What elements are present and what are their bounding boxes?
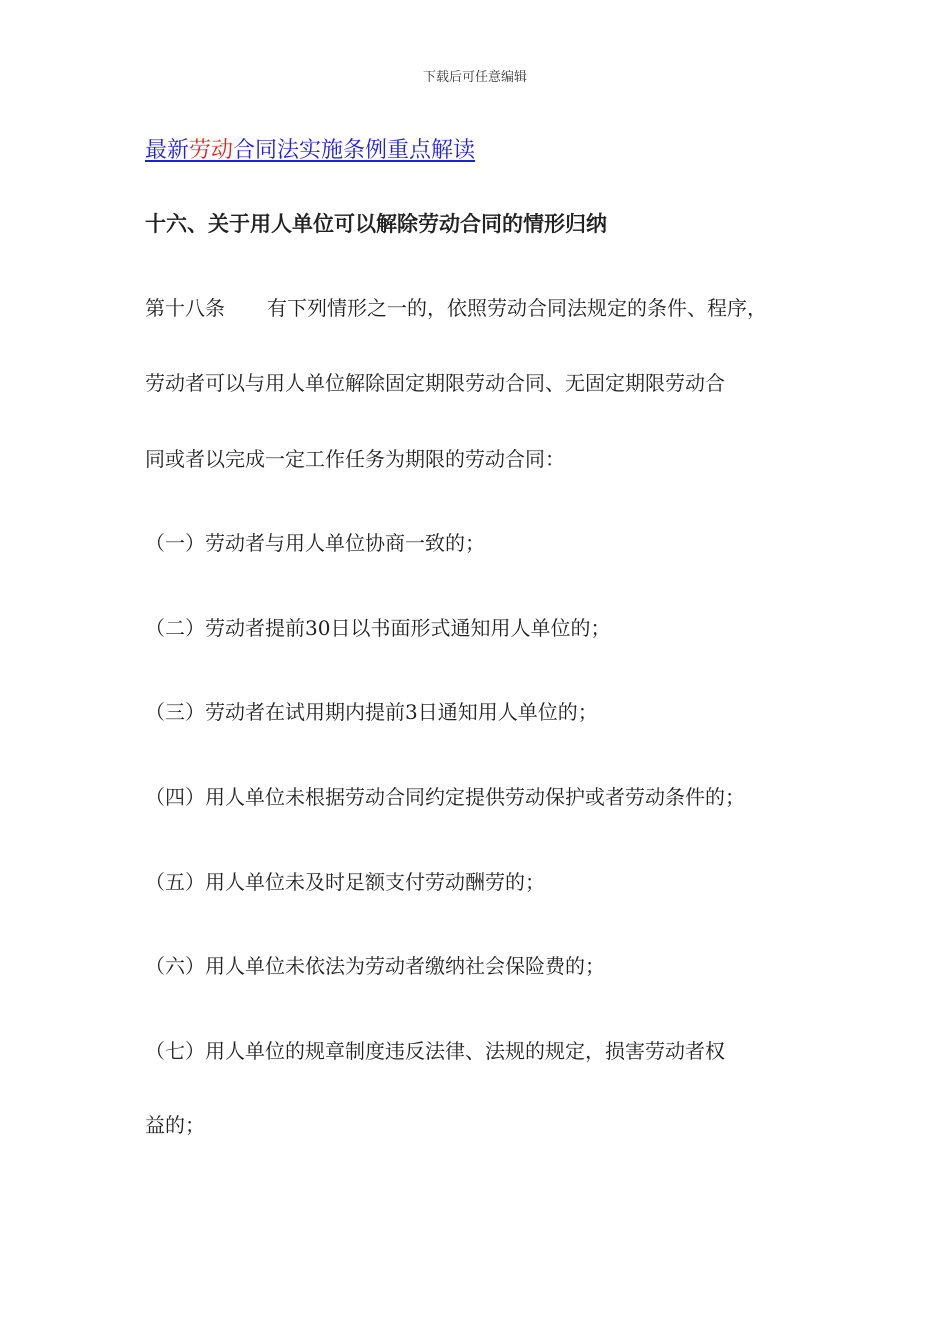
list-item-7-continued: 益的； bbox=[145, 1113, 205, 1137]
list-item-2: （二）劳动者提前30日以书面形式通知用人单位的； bbox=[145, 616, 611, 640]
list-item-5: （五）用人单位未及时足额支付劳动酬劳的； bbox=[145, 870, 545, 894]
list-item-1: （一）劳动者与用人单位协商一致的； bbox=[145, 531, 485, 555]
article-line-2: 劳动者可以与用人单位解除固定期限劳动合同、无固定期限劳动合 bbox=[145, 371, 725, 395]
list-item-6: （六）用人单位未依法为劳动者缴纳社会保险费的； bbox=[145, 954, 605, 978]
article-line-1 bbox=[145, 293, 767, 323]
header-note: 下载后可任意编辑 bbox=[422, 70, 527, 85]
list-item-4: （四）用人单位未根据劳动合同约定提供劳动保护或者劳动条件的； bbox=[145, 785, 745, 809]
title-part-1[interactable]: 最新 bbox=[145, 138, 190, 163]
article-line-3: 同或者以完成一定工作任务为期限的劳动合同： bbox=[145, 447, 565, 471]
list-item-3: （三）劳动者在试用期内提前3日通知用人单位的； bbox=[145, 700, 598, 724]
section-heading: 十六、关于用人单位可以解除劳动合同的情形归纳 bbox=[145, 211, 607, 236]
article-label: 第十八条 bbox=[145, 296, 225, 320]
article-text-1: 有下列情形之一的，依照劳动合同法规定的条件、程序， bbox=[267, 296, 767, 320]
title-part-3[interactable]: 合同法实施条例重点解读 bbox=[233, 138, 476, 163]
title-part-2[interactable]: 劳动 bbox=[189, 138, 234, 163]
list-item-7: （七）用人单位的规章制度违反法律、法规的规定，损害劳动者权 bbox=[145, 1039, 725, 1063]
document-title[interactable] bbox=[145, 136, 475, 166]
